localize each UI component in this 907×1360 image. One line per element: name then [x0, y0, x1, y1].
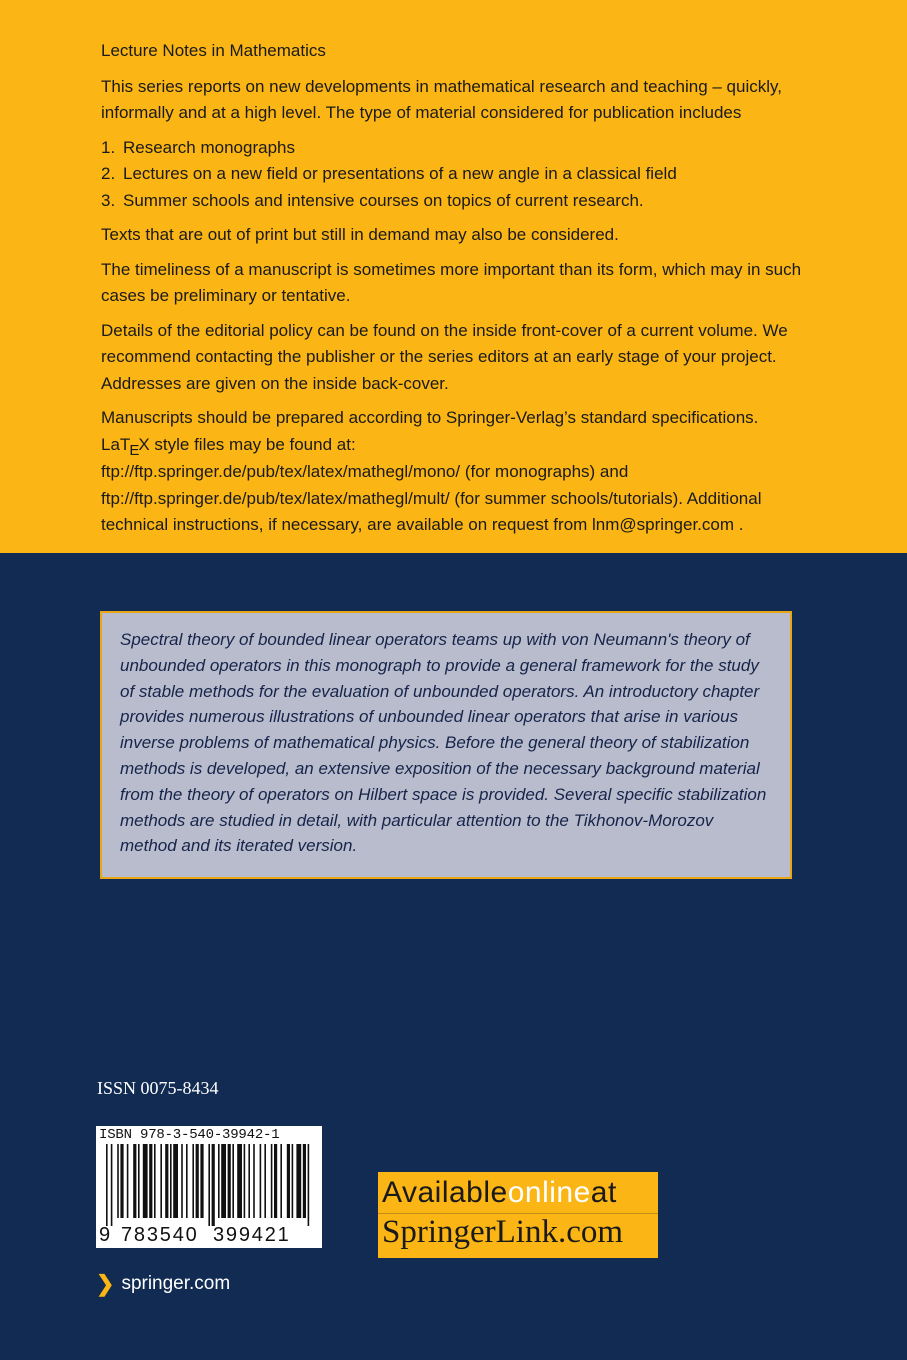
- series-info-panel: [0, 0, 907, 553]
- barcode-bar: [303, 1144, 306, 1218]
- barcode-bar: [165, 1144, 168, 1218]
- barcode-digits: 9 783540 399421: [99, 1224, 291, 1246]
- chevron-right-icon: ❯: [96, 1271, 115, 1296]
- springerlink-site: SpringerLink.com: [382, 1214, 624, 1250]
- springer-website[interactable]: ❯ springer.com: [96, 1271, 231, 1296]
- list-item: 2. Lectures on a new field or presentations of a new angle in a classical field: [101, 164, 677, 183]
- barcode-bar: [117, 1144, 119, 1218]
- editorial-policy-note: Details of the editorial policy can be found on the inside front-cover of a current volume. We recommend contacting the publisher or the series editors at an early stage of your project. Addresses are given on the inside back-cover.: [101, 320, 788, 393]
- series-intro: This series reports on new developments in mathematical research and teaching – quickly, informally and at a high level. The type of material considered for publication includes: [101, 76, 782, 122]
- barcode-isbn-text: ISBN 978-3-540-39942-1: [99, 1127, 280, 1143]
- abstract-box: Spectral theory of bounded linear operators teams up with von Neumann's theory of unbounded operators in this monograph to provide a general framework for the study of stable methods for the evaluation of unbounded operators. An introductory chapter provides numerous illustrations of unbounded linear operators that arise in various inverse problems of mathematical physics. Before the general theory of stabilization methods is developed, an extensive exposition of the necessary background material from the theory of operators on Hilbert space is provided. Several specific stabilization methods are studied in detail, with particular attention to the Tikhonov-Morozov method and its iterated version.: [100, 611, 792, 879]
- barcode-bar: [296, 1144, 301, 1218]
- barcode-bar: [192, 1144, 194, 1218]
- barcode-bar: [186, 1144, 188, 1218]
- barcode-bar: [120, 1144, 123, 1218]
- barcode-bar: [280, 1144, 282, 1218]
- series-title: Lecture Notes in Mathematics: [101, 41, 326, 60]
- barcode-bar: [149, 1144, 152, 1218]
- springerlink-badge: Availableonlineat SpringerLink.com: [378, 1172, 658, 1258]
- barcode-bar: [271, 1144, 273, 1218]
- barcode-bar: [260, 1144, 262, 1218]
- barcode-bar: [292, 1144, 294, 1218]
- barcode-bar: [170, 1144, 172, 1218]
- barcode-bar: [232, 1144, 234, 1218]
- latex-logo: LaTEX: [101, 434, 150, 459]
- barcode-bar: [181, 1144, 183, 1218]
- barcode-bar: [244, 1144, 246, 1218]
- barcode-bar: [253, 1144, 255, 1218]
- barcode-bar: [218, 1144, 220, 1218]
- barcode-bar: [308, 1144, 310, 1226]
- barcode-bar: [264, 1144, 266, 1218]
- barcode-bar: [212, 1144, 215, 1226]
- list-item: 3. Summer schools and intensive courses on topics of current research.: [101, 190, 644, 210]
- barcode-bar: [228, 1144, 231, 1218]
- barcode-bar: [274, 1144, 277, 1218]
- isbn-barcode: [96, 1126, 322, 1248]
- list-item: 1. Research monographs: [101, 137, 295, 157]
- barcode-bars: [96, 1144, 322, 1226]
- barcode-bar: [237, 1144, 242, 1218]
- barcode-bar: [154, 1144, 156, 1218]
- out-of-print-note: Texts that are out of print but still in demand may also be considered.: [101, 225, 619, 244]
- barcode-bar: [111, 1144, 113, 1226]
- barcode-bar: [160, 1144, 162, 1218]
- barcode-bar: [133, 1144, 136, 1218]
- barcode-bar: [221, 1144, 226, 1218]
- barcode-bar: [200, 1144, 203, 1218]
- barcode-bar: [106, 1144, 108, 1226]
- barcode-bar: [143, 1144, 148, 1218]
- material-list: [101, 135, 826, 215]
- manuscripts-note: Manuscripts should be prepared according to Springer-Verlag’s standard specifications. LaTEX style files may be found at: ftp://ftp.springer.de/pub/tex/latex/mathegl/mono/ (for monographs) and ftp://ftp.springer.de/pub/tex/latex/mathegl/mult/ (for summer schools/tutorials). Additional technical instructions, if necessary, are available on request from lnm@springer.com .: [101, 408, 762, 534]
- barcode-bar: [127, 1144, 129, 1218]
- barcode-bar: [208, 1144, 210, 1226]
- ftp-mult-link: ftp://ftp.springer.de/pub/tex/latex/mathegl/mult/ (for summer schools/tutorials). Additional technical instructions, if necessary, are available on request from lnm@springer.com .: [101, 488, 762, 534]
- barcode-bar: [173, 1144, 178, 1218]
- barcode-bar: [287, 1144, 290, 1218]
- barcode-bar: [248, 1144, 250, 1218]
- barcode-bar: [138, 1144, 140, 1218]
- issn-label: ISSN 0075-8434: [97, 1078, 219, 1098]
- timeliness-note: The timeliness of a manuscript is sometimes more important than its form, which may in such cases be preliminary or tentative.: [101, 259, 802, 305]
- barcode-bar: [196, 1144, 199, 1218]
- ftp-mono-link: ftp://ftp.springer.de/pub/tex/latex/mathegl/mono/ (for monographs) and: [101, 462, 629, 481]
